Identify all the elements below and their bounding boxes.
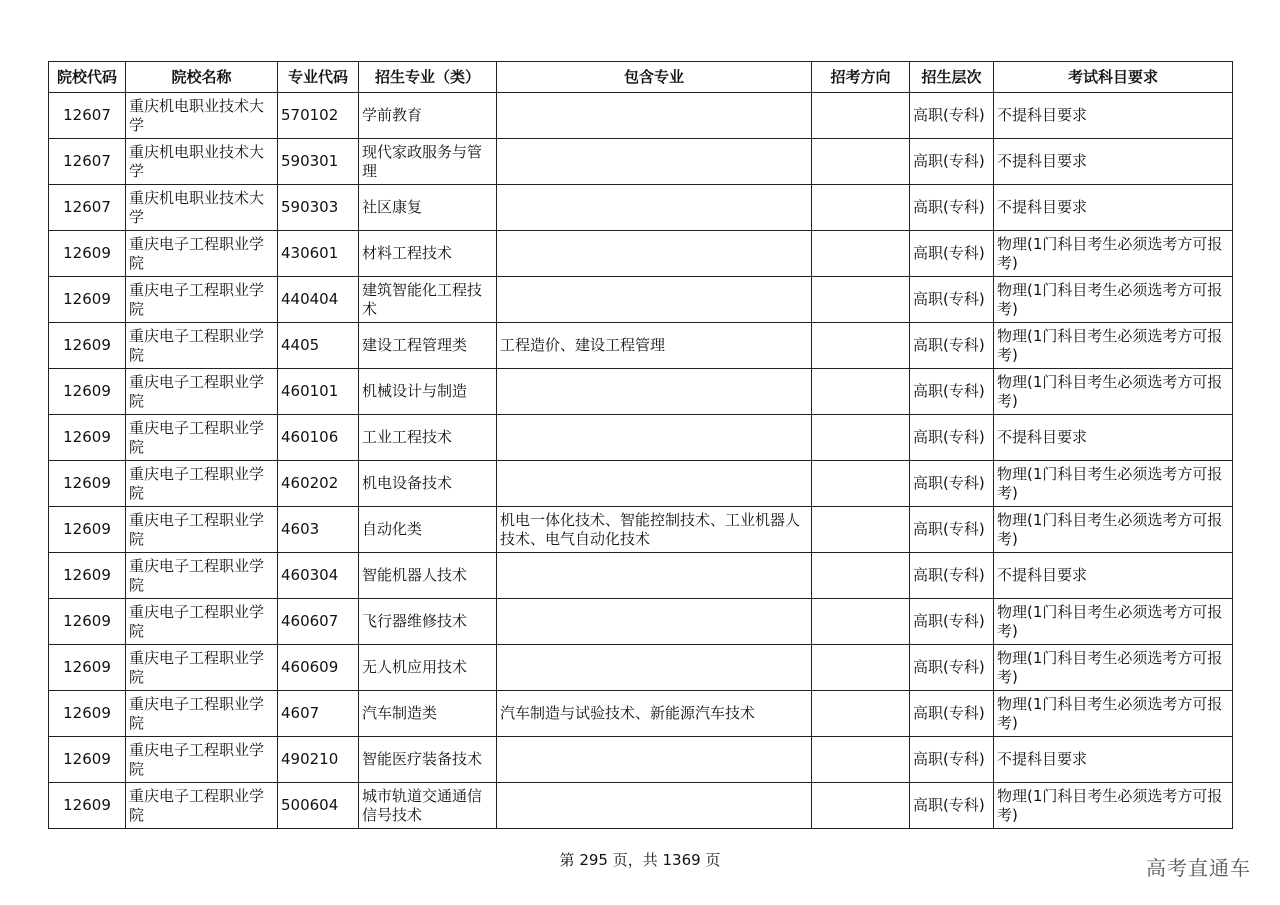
table-row (49, 691, 1233, 737)
cell-level: 高职(专科) (910, 507, 994, 553)
cell-included-majors (497, 553, 812, 599)
cell-level: 高职(专科) (910, 737, 994, 783)
cell-level: 高职(专科) (910, 461, 994, 507)
cell-school-code: 12609 (49, 645, 126, 691)
table-row (49, 553, 1233, 599)
cell-major-code: 440404 (278, 277, 359, 323)
cell-school-name: 重庆机电职业技术大学 (126, 139, 278, 185)
cell-requirement: 物理(1门科目考生必须选考方可报考) (994, 599, 1233, 645)
cell-school-name: 重庆电子工程职业学院 (126, 599, 278, 645)
cell-school-name: 重庆电子工程职业学院 (126, 415, 278, 461)
cell-school-name: 重庆电子工程职业学院 (126, 461, 278, 507)
cell-school-code: 12607 (49, 93, 126, 139)
cell-level: 高职(专科) (910, 93, 994, 139)
cell-major-code: 500604 (278, 783, 359, 829)
header-row (49, 62, 1233, 93)
cell-school-code: 12609 (49, 369, 126, 415)
cell-major-code: 570102 (278, 93, 359, 139)
cell-major: 智能医疗装备技术 (359, 737, 497, 783)
cell-level: 高职(专科) (910, 139, 994, 185)
cell-requirement: 不提科目要求 (994, 185, 1233, 231)
cell-requirement: 不提科目要求 (994, 139, 1233, 185)
table-row (49, 737, 1233, 783)
cell-level: 高职(专科) (910, 783, 994, 829)
header-included-majors: 包含专业 (497, 62, 812, 93)
table-row (49, 783, 1233, 829)
cell-major: 智能机器人技术 (359, 553, 497, 599)
cell-requirement: 物理(1门科目考生必须选考方可报考) (994, 461, 1233, 507)
cell-requirement: 不提科目要求 (994, 415, 1233, 461)
cell-major: 学前教育 (359, 93, 497, 139)
cell-level: 高职(专科) (910, 645, 994, 691)
cell-level: 高职(专科) (910, 323, 994, 369)
cell-school-name: 重庆电子工程职业学院 (126, 553, 278, 599)
table-row (49, 93, 1233, 139)
table-row (49, 139, 1233, 185)
table-row (49, 323, 1233, 369)
cell-direction (812, 277, 910, 323)
table-row (49, 645, 1233, 691)
cell-major-code: 460101 (278, 369, 359, 415)
header-school-name: 院校名称 (126, 62, 278, 93)
cell-school-code: 12609 (49, 691, 126, 737)
cell-direction (812, 415, 910, 461)
header-major: 招生专业（类） (359, 62, 497, 93)
cell-direction (812, 783, 910, 829)
cell-major: 自动化类 (359, 507, 497, 553)
cell-requirement: 物理(1门科目考生必须选考方可报考) (994, 231, 1233, 277)
cell-major: 汽车制造类 (359, 691, 497, 737)
cell-requirement: 物理(1门科目考生必须选考方可报考) (994, 645, 1233, 691)
cell-requirement: 物理(1门科目考生必须选考方可报考) (994, 369, 1233, 415)
cell-included-majors (497, 645, 812, 691)
cell-major-code: 4607 (278, 691, 359, 737)
cell-major: 现代家政服务与管理 (359, 139, 497, 185)
cell-included-majors (497, 231, 812, 277)
cell-requirement: 物理(1门科目考生必须选考方可报考) (994, 507, 1233, 553)
cell-major: 无人机应用技术 (359, 645, 497, 691)
header-school-code: 院校代码 (49, 62, 126, 93)
cell-major-code: 4405 (278, 323, 359, 369)
cell-major-code: 4603 (278, 507, 359, 553)
enrollment-table (48, 61, 1233, 829)
cell-major: 城市轨道交通通信信号技术 (359, 783, 497, 829)
cell-school-name: 重庆电子工程职业学院 (126, 737, 278, 783)
cell-direction (812, 231, 910, 277)
cell-included-majors (497, 599, 812, 645)
table-row (49, 277, 1233, 323)
cell-school-code: 12609 (49, 507, 126, 553)
cell-major-code: 590301 (278, 139, 359, 185)
cell-major: 机电设备技术 (359, 461, 497, 507)
cell-school-code: 12609 (49, 277, 126, 323)
cell-school-name: 重庆机电职业技术大学 (126, 93, 278, 139)
table-header (49, 62, 1233, 93)
cell-school-code: 12609 (49, 461, 126, 507)
cell-direction (812, 369, 910, 415)
table-row (49, 185, 1233, 231)
cell-included-majors: 机电一体化技术、智能控制技术、工业机器人技术、电气自动化技术 (497, 507, 812, 553)
header-level: 招生层次 (910, 62, 994, 93)
cell-level: 高职(专科) (910, 415, 994, 461)
cell-school-name: 重庆电子工程职业学院 (126, 323, 278, 369)
cell-school-code: 12609 (49, 415, 126, 461)
cell-major-code: 590303 (278, 185, 359, 231)
table-row (49, 461, 1233, 507)
cell-school-code: 12609 (49, 231, 126, 277)
cell-major-code: 430601 (278, 231, 359, 277)
cell-level: 高职(专科) (910, 185, 994, 231)
cell-direction (812, 507, 910, 553)
table-row (49, 415, 1233, 461)
cell-level: 高职(专科) (910, 231, 994, 277)
page-number: 第 295 页，共 1369 页 (559, 851, 721, 869)
cell-requirement: 物理(1门科目考生必须选考方可报考) (994, 783, 1233, 829)
cell-included-majors (497, 415, 812, 461)
cell-major: 机械设计与制造 (359, 369, 497, 415)
cell-school-name: 重庆电子工程职业学院 (126, 783, 278, 829)
header-requirement: 考试科目要求 (994, 62, 1233, 93)
cell-level: 高职(专科) (910, 691, 994, 737)
cell-level: 高职(专科) (910, 277, 994, 323)
cell-school-name: 重庆电子工程职业学院 (126, 691, 278, 737)
cell-school-name: 重庆电子工程职业学院 (126, 645, 278, 691)
cell-included-majors: 工程造价、建设工程管理 (497, 323, 812, 369)
cell-included-majors (497, 737, 812, 783)
cell-direction (812, 553, 910, 599)
cell-major-code: 460607 (278, 599, 359, 645)
header-major-code: 专业代码 (278, 62, 359, 93)
cell-requirement: 不提科目要求 (994, 93, 1233, 139)
cell-direction (812, 645, 910, 691)
cell-included-majors (497, 139, 812, 185)
cell-included-majors: 汽车制造与试验技术、新能源汽车技术 (497, 691, 812, 737)
cell-requirement: 物理(1门科目考生必须选考方可报考) (994, 691, 1233, 737)
cell-included-majors (497, 277, 812, 323)
cell-school-code: 12609 (49, 553, 126, 599)
cell-school-name: 重庆机电职业技术大学 (126, 185, 278, 231)
table-row (49, 507, 1233, 553)
cell-major: 工业工程技术 (359, 415, 497, 461)
cell-level: 高职(专科) (910, 553, 994, 599)
cell-requirement: 不提科目要求 (994, 553, 1233, 599)
table-row (49, 599, 1233, 645)
cell-major-code: 460106 (278, 415, 359, 461)
header-direction: 招考方向 (812, 62, 910, 93)
cell-included-majors (497, 185, 812, 231)
cell-direction (812, 461, 910, 507)
cell-school-code: 12609 (49, 323, 126, 369)
cell-direction (812, 139, 910, 185)
cell-major-code: 490210 (278, 737, 359, 783)
cell-major-code: 460609 (278, 645, 359, 691)
cell-school-code: 12609 (49, 599, 126, 645)
cell-major-code: 460202 (278, 461, 359, 507)
cell-direction (812, 737, 910, 783)
cell-major: 社区康复 (359, 185, 497, 231)
cell-included-majors (497, 369, 812, 415)
cell-included-majors (497, 93, 812, 139)
cell-major: 建筑智能化工程技术 (359, 277, 497, 323)
cell-requirement: 物理(1门科目考生必须选考方可报考) (994, 323, 1233, 369)
cell-direction (812, 691, 910, 737)
table-row (49, 231, 1233, 277)
cell-school-name: 重庆电子工程职业学院 (126, 507, 278, 553)
cell-school-code: 12609 (49, 783, 126, 829)
cell-major: 飞行器维修技术 (359, 599, 497, 645)
cell-included-majors (497, 461, 812, 507)
table-body (49, 93, 1233, 829)
cell-included-majors (497, 783, 812, 829)
cell-school-name: 重庆电子工程职业学院 (126, 231, 278, 277)
cell-requirement: 物理(1门科目考生必须选考方可报考) (994, 277, 1233, 323)
cell-direction (812, 323, 910, 369)
cell-direction (812, 185, 910, 231)
watermark: 高考直通车 (1146, 856, 1251, 880)
cell-school-name: 重庆电子工程职业学院 (126, 277, 278, 323)
cell-school-name: 重庆电子工程职业学院 (126, 369, 278, 415)
cell-school-code: 12607 (49, 185, 126, 231)
cell-school-code: 12607 (49, 139, 126, 185)
cell-requirement: 不提科目要求 (994, 737, 1233, 783)
cell-direction (812, 599, 910, 645)
cell-level: 高职(专科) (910, 369, 994, 415)
cell-major-code: 460304 (278, 553, 359, 599)
cell-school-code: 12609 (49, 737, 126, 783)
cell-level: 高职(专科) (910, 599, 994, 645)
cell-major: 建设工程管理类 (359, 323, 497, 369)
cell-major: 材料工程技术 (359, 231, 497, 277)
table-row (49, 369, 1233, 415)
cell-direction (812, 93, 910, 139)
